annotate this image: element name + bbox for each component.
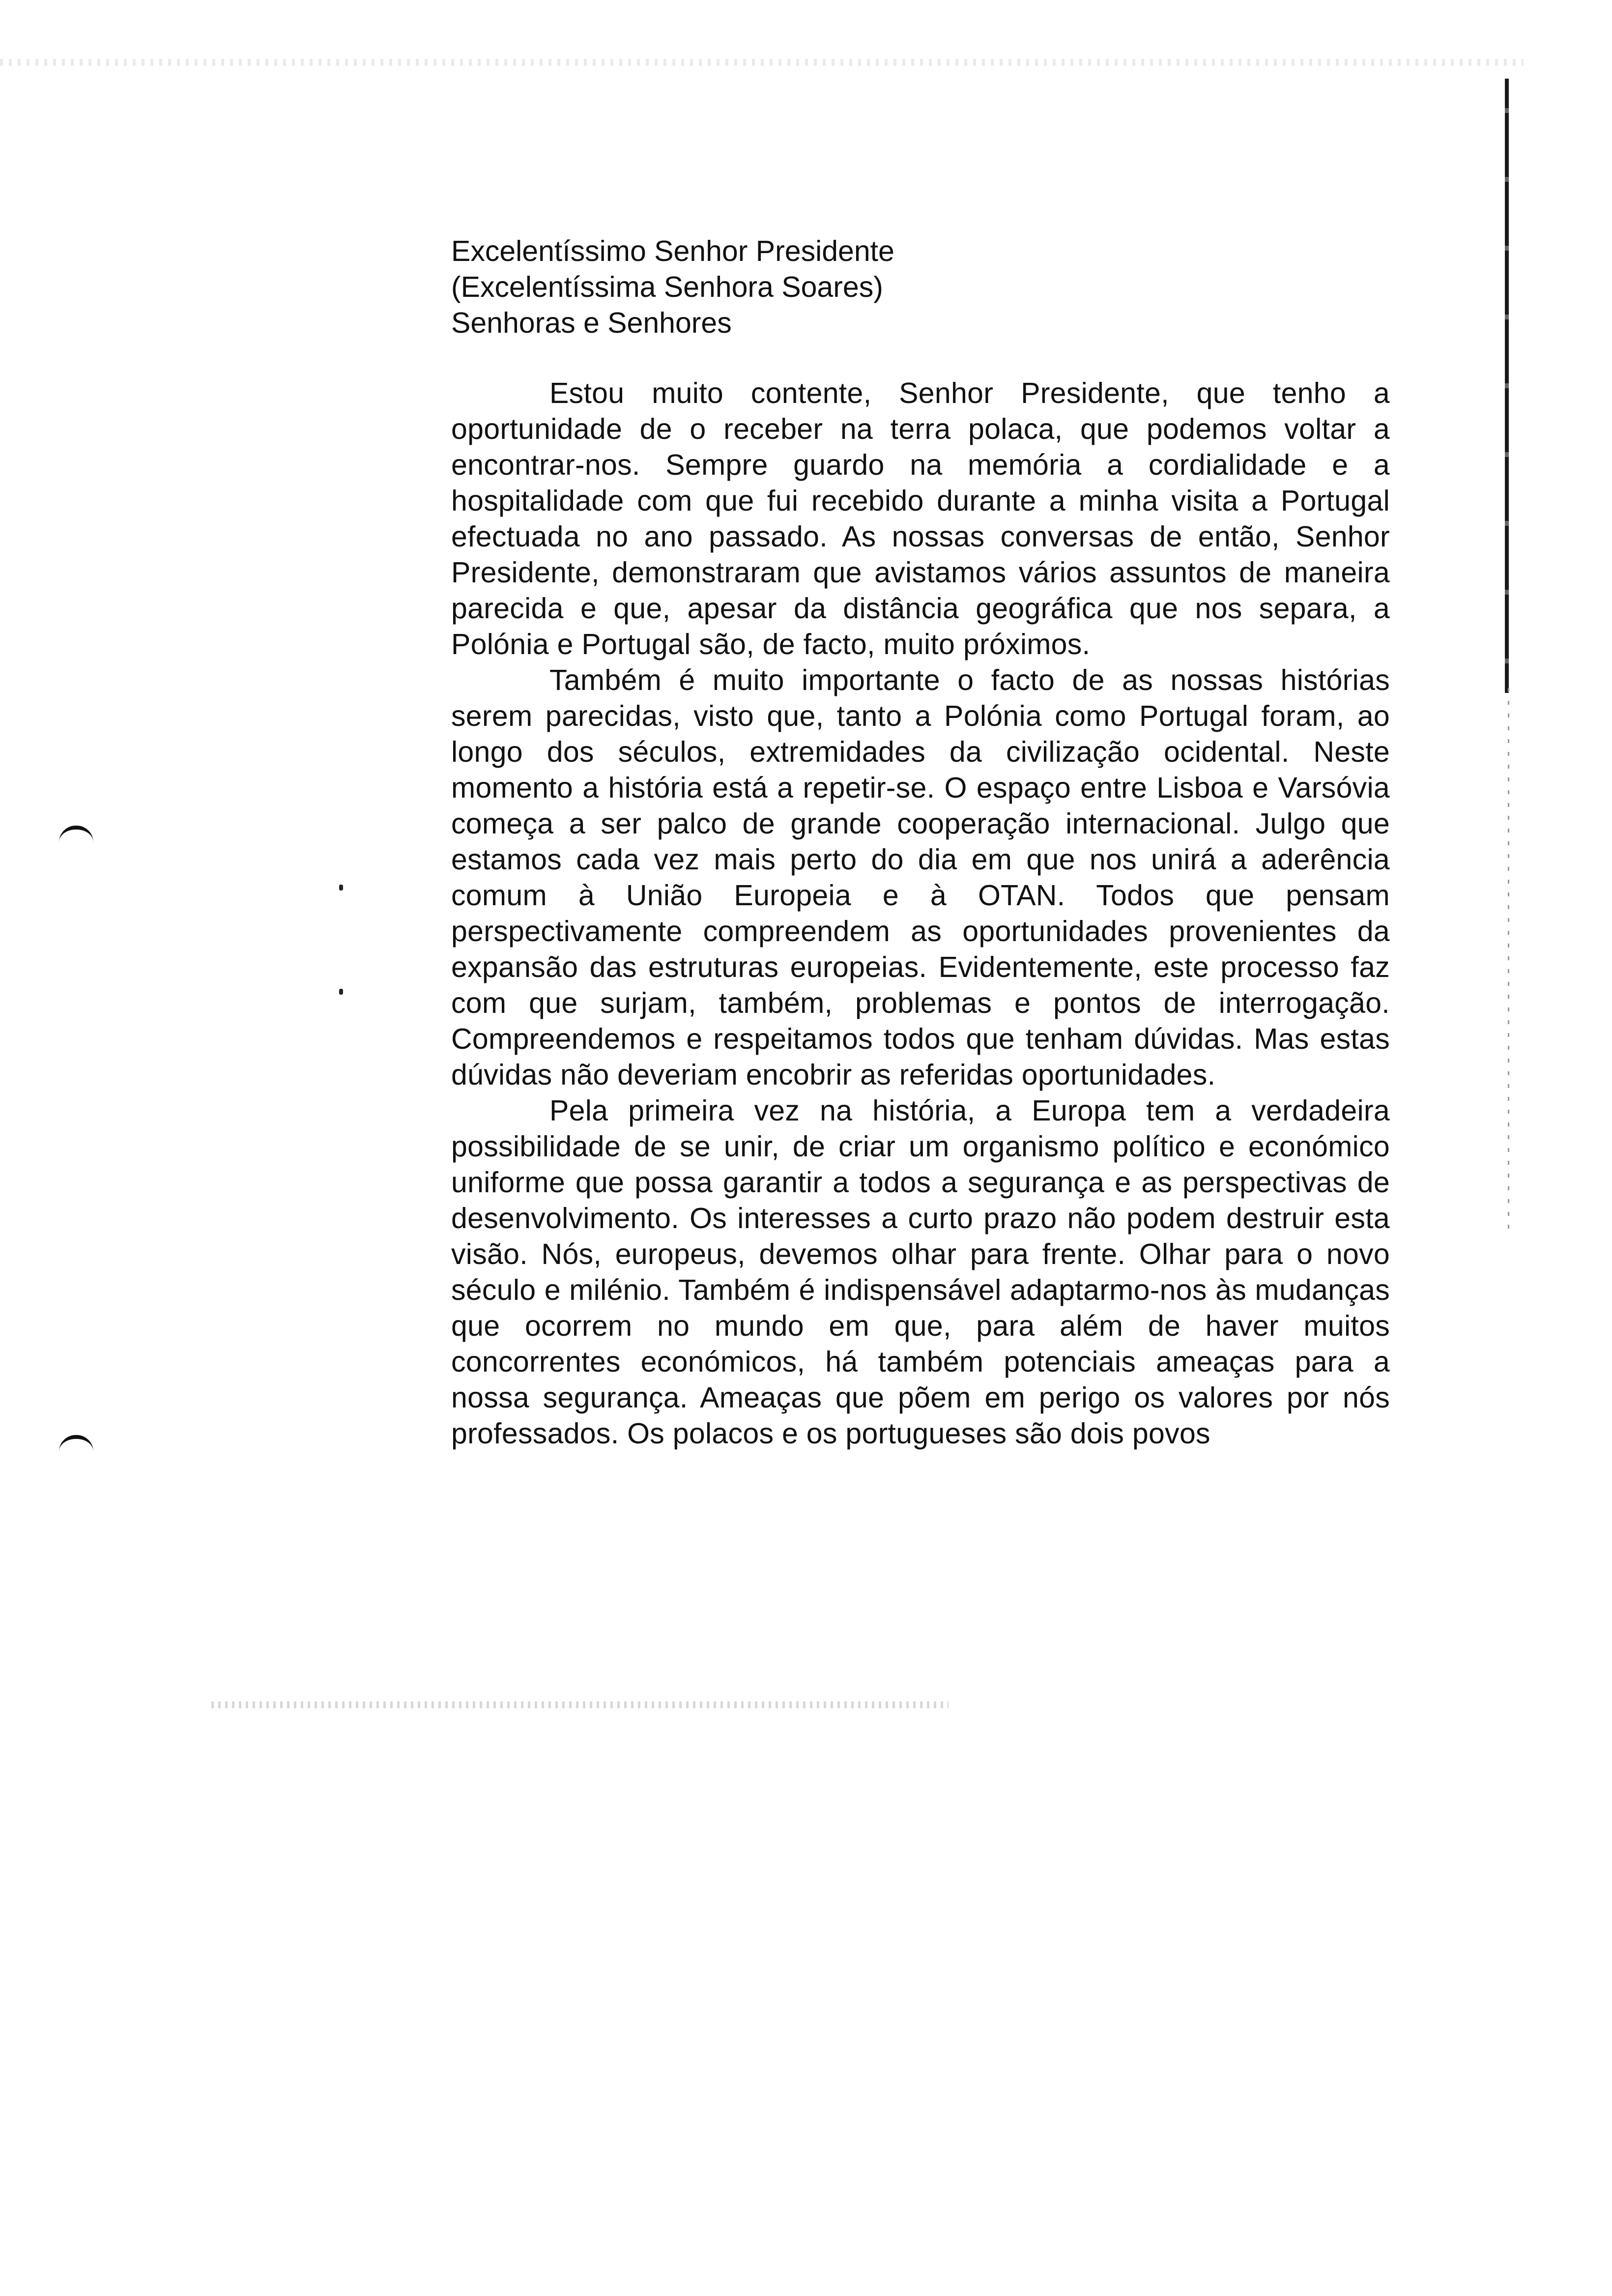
binder-hole-mark — [59, 826, 93, 842]
body-paragraph: Também é muito importante o facto de as nossas histórias serem parecidas, visto que, tanto a Polónia como Portugal foram, ao longo dos séculos, extremidades da civilização ocidental. Neste momento a história está a repetir-se. O espaço entre Lisboa e Varsóvia começa a ser palco de grande cooperação internacional. Julgo que estamos cada vez mais perto do dia em que nos unirá a aderência comum à União Europeia e à OTAN. Todos que pensam perspectivamente compreendem as oportunidades provenientes da expansão das estruturas europeias. Evidentemente, este processo faz com que surjam, também, problemas e pontos de interrogação. Compreendemos e respeitamos todos que tenham dúvidas. Mas estas dúvidas não deveriam encobrir as referidas oportunidades. — [451, 664, 1390, 1091]
scan-noise-top — [0, 59, 1524, 66]
letter-page — [451, 233, 1390, 1452]
scan-speck — [339, 885, 343, 890]
body-paragraph: Estou muito contente, Senhor Presidente, que tenho a oportunidade de o receber na terra polaca, que podemos voltar a encontrar-nos. Sempre guardo na memória a cordialidade e a hospitalidade com que fui recebido durante a minha visita a Portugal efectuada no ano passado. As nossas conversas de então, Senhor Presidente, demonstraram que avistamos vários assuntos de maneira parecida e que, apesar da distância geográfica que nos separa, a Polónia e Portugal são, de facto, muito próximos. — [451, 377, 1390, 660]
binder-hole-mark — [59, 1435, 93, 1452]
scan-edge-right — [1505, 79, 1509, 693]
salutation-line: Excelentíssimo Senhor Presidente — [451, 235, 894, 267]
salutation-block — [451, 233, 1390, 341]
scan-speck — [339, 989, 343, 995]
letter-body — [451, 375, 1390, 1452]
scan-edge-right-faint — [1508, 688, 1509, 1229]
salutation-line: Senhoras e Senhores — [451, 307, 732, 339]
salutation-line: (Excelentíssima Senhora Soares) — [451, 271, 883, 303]
body-paragraph: Pela primeira vez na história, a Europa tem a verdadeira possibilidade de se unir, de criar um organismo político e económico uniforme que possa garantir a todos a segurança e as perspectivas de desenvolvimento. Os interesses a curto prazo não podem destruir esta visão. Nós, europeus, devemos olhar para frente. Olhar para o novo século e milénio. Também é indispensável adaptarmo-nos às mudanças que ocorrem no mundo em que, para além de haver muitos concorrentes económicos, há também potenciais ameaças para a nossa segurança. Ameaças que põem em perigo os valores por nós professados. Os polacos e os portugueses são dois povos — [451, 1094, 1390, 1450]
scan-noise-bottom — [211, 1701, 949, 1708]
